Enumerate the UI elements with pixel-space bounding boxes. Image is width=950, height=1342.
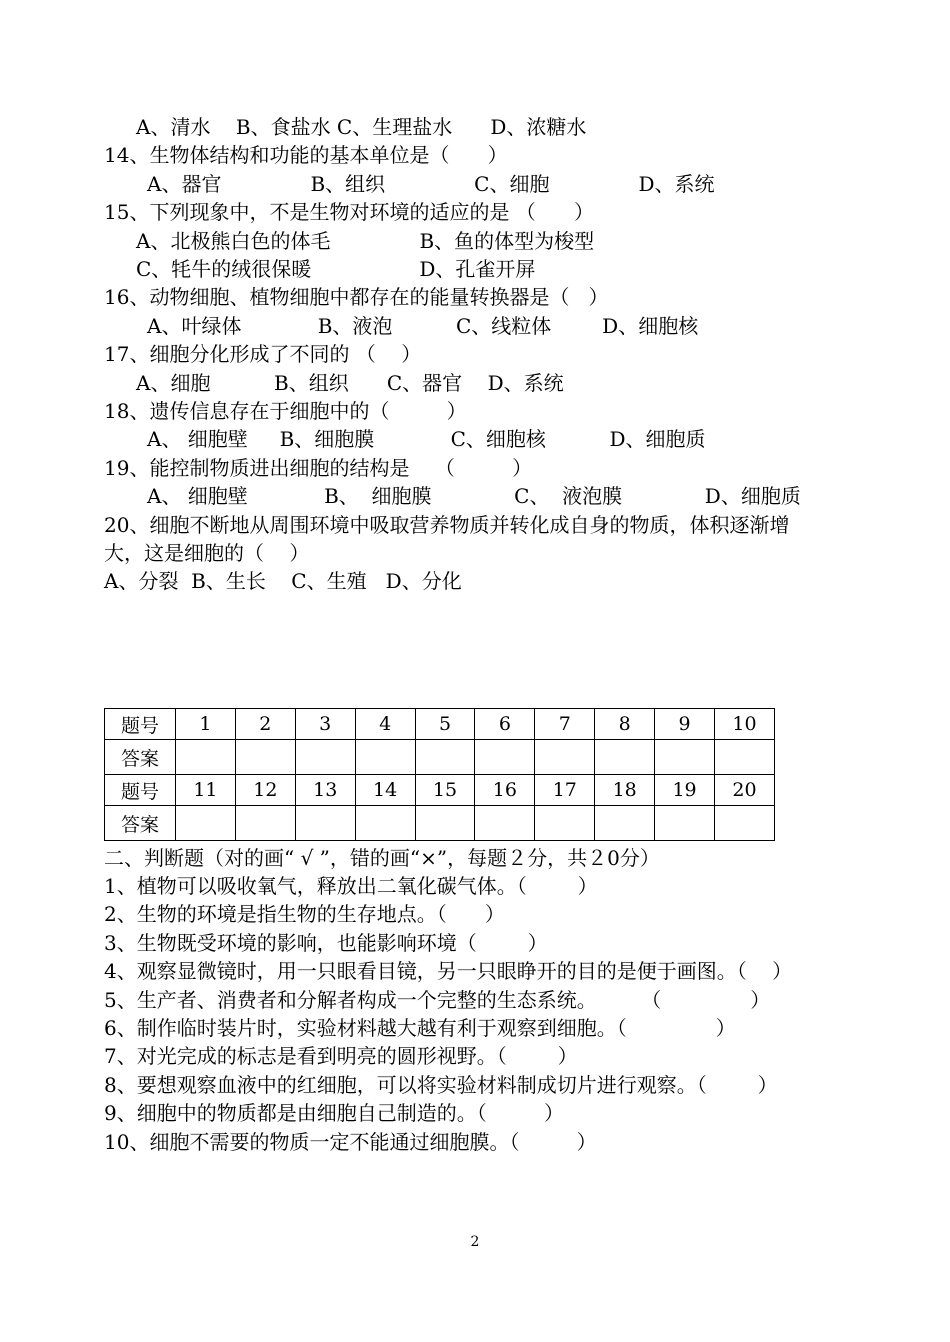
q20-options (104, 567, 462, 595)
q15-options-cd (136, 255, 535, 283)
question-number-cell: 10 (715, 709, 775, 740)
row-label-answer: 答案 (105, 806, 176, 841)
answer-cell[interactable] (715, 740, 775, 775)
row-label-question-number: 题号 (105, 775, 176, 806)
q18-options (147, 425, 706, 453)
q19-options-text: A、 细胞壁 B、 细胞膜 C、 液泡膜 D、细胞质 (147, 484, 801, 508)
table-row (105, 709, 775, 740)
tf-item-5 (104, 986, 770, 1014)
tf-item-10-text: 10、细胞不需要的物质一定不能通过细胞膜。（ ） (104, 1130, 597, 1154)
section2-heading (104, 844, 660, 872)
question-number-cell: 18 (595, 775, 655, 806)
question-number-cell: 6 (475, 709, 535, 740)
q18-question-text: 18、遗传信息存在于细胞中的（ ） (104, 399, 467, 423)
q17-question (104, 340, 421, 368)
q19-question-text: 19、能控制物质进出细胞的结构是 （ ） (104, 456, 533, 480)
tf-item-7-text: 7、对光完成的标志是看到明亮的圆形视野。（ ） (104, 1044, 578, 1068)
tf-item-8 (104, 1071, 778, 1099)
answer-cell[interactable] (295, 806, 355, 841)
q17-question-text: 17、细胞分化形成了不同的 （ ） (104, 342, 422, 366)
answer-cell[interactable] (475, 740, 535, 775)
answer-cell[interactable] (415, 806, 475, 841)
answer-cell[interactable] (235, 806, 295, 841)
tf-item-9 (104, 1099, 564, 1127)
answer-cell[interactable] (176, 806, 236, 841)
table-row (105, 806, 775, 841)
q16-question-text: 16、动物细胞、植物细胞中都存在的能量转换器是（ ） (104, 285, 609, 309)
tf-item-1 (104, 872, 598, 900)
tf-item-3-text: 3、生物既受环境的影响，也能影响环境（ ） (104, 931, 548, 955)
q20-question-line2-text: 大，这是细胞的（ ） (104, 541, 310, 565)
question-number-cell: 20 (715, 775, 775, 806)
tf-item-10 (104, 1128, 597, 1156)
tf-item-7 (104, 1042, 578, 1070)
answer-cell[interactable] (655, 740, 715, 775)
q20-question-line1-text: 20、细胞不断地从周围环境中吸取营养物质并转化成自身的物质，体积逐渐增 (104, 513, 790, 537)
q18-question (104, 397, 467, 425)
q16-question (104, 283, 609, 311)
question-number-cell: 12 (235, 775, 295, 806)
table-row (105, 740, 775, 775)
q15-options-cd-text: C、牦牛的绒很保暖 D、孔雀开屏 (136, 257, 536, 281)
q13-options-text: A、清水 B、食盐水 C、生理盐水 D、浓糖水 (136, 115, 587, 139)
page-number: 2 (470, 1234, 480, 1250)
tf-item-4 (104, 957, 792, 985)
answer-cell[interactable] (535, 806, 595, 841)
q13-options (136, 113, 586, 141)
q15-options-ab-text: A、北极熊白色的体毛 B、鱼的体型为梭型 (136, 229, 595, 253)
q17-options (136, 369, 564, 397)
answer-cell[interactable] (535, 740, 595, 775)
question-number-cell: 14 (355, 775, 415, 806)
tf-item-2 (104, 900, 505, 928)
q19-options (147, 482, 801, 510)
q20-question-line1 (104, 511, 789, 539)
tf-item-9-text: 9、细胞中的物质都是由细胞自己制造的。（ ） (104, 1101, 564, 1125)
question-number-cell: 4 (355, 709, 415, 740)
question-number-cell: 16 (475, 775, 535, 806)
question-number-cell: 7 (535, 709, 595, 740)
answer-cell[interactable] (176, 740, 236, 775)
question-number-cell: 8 (595, 709, 655, 740)
answer-cell[interactable] (415, 740, 475, 775)
tf-item-1-text: 1、植物可以吸收氧气，释放出二氧化碳气体。（ ） (104, 874, 598, 898)
q15-question-text: 15、下列现象中，不是生物对环境的适应的是 （ ） (104, 200, 594, 224)
answer-cell[interactable] (655, 806, 715, 841)
q16-options (147, 312, 698, 340)
q14-question-text: 14、生物体结构和功能的基本单位是（ ） (104, 143, 508, 167)
tf-item-5-text: 5、生产者、消费者和分解者构成一个完整的生态系统。 （ ） (104, 988, 771, 1012)
row-label-answer: 答案 (105, 740, 176, 775)
question-number-cell: 15 (415, 775, 475, 806)
q15-question (104, 198, 594, 226)
tf-item-4-text: 4、观察显微镜时，用一只眼看目镜，另一只眼睁开的目的是便于画图。（ ） (104, 959, 793, 983)
q19-question (104, 454, 532, 482)
tf-item-6 (104, 1014, 736, 1042)
question-number-cell: 1 (176, 709, 236, 740)
answer-cell[interactable] (295, 740, 355, 775)
question-number-cell: 2 (235, 709, 295, 740)
q14-options-text: A、器官 B、组织 C、细胞 D、系统 (147, 172, 715, 196)
answer-cell[interactable] (355, 806, 415, 841)
answer-cell[interactable] (235, 740, 295, 775)
answer-cell[interactable] (595, 740, 655, 775)
answer-cell[interactable] (475, 806, 535, 841)
question-number-cell: 9 (655, 709, 715, 740)
table-row (105, 775, 775, 806)
question-number-cell: 3 (295, 709, 355, 740)
q20-options-text: A、分裂 B、生长 C、生殖 D、分化 (104, 569, 462, 593)
tf-item-3 (104, 929, 548, 957)
q18-options-text: A、 细胞壁 B、细胞膜 C、细胞核 D、细胞质 (147, 427, 706, 451)
q14-question (104, 141, 508, 169)
tf-item-2-text: 2、生物的环境是指生物的生存地点。（ ） (104, 902, 505, 926)
question-number-cell: 17 (535, 775, 595, 806)
answer-cell[interactable] (715, 806, 775, 841)
answer-cell[interactable] (595, 806, 655, 841)
question-number-cell: 19 (655, 775, 715, 806)
section2-heading-text: 二、判断题（对的画“ √ ”，错的画“×”，每题２分，共２0分） (104, 846, 660, 870)
q15-options-ab (136, 227, 594, 255)
row-label-question-number: 题号 (105, 709, 176, 740)
q17-options-text: A、细胞 B、组织 C、器官 D、系统 (136, 371, 564, 395)
answer-cell[interactable] (355, 740, 415, 775)
question-number-cell: 5 (415, 709, 475, 740)
q14-options (147, 170, 715, 198)
question-number-cell: 13 (295, 775, 355, 806)
q20-question-line2 (104, 539, 309, 567)
tf-item-6-text: 6、制作临时装片时，实验材料越大越有利于观察到细胞。（ ） (104, 1016, 736, 1040)
answer-table (104, 708, 775, 841)
question-number-cell: 11 (176, 775, 236, 806)
q16-options-text: A、叶绿体 B、液泡 C、线粒体 D、细胞核 (147, 314, 699, 338)
tf-item-8-text: 8、要想观察血液中的红细胞，可以将实验材料制成切片进行观察。（ ） (104, 1073, 778, 1097)
